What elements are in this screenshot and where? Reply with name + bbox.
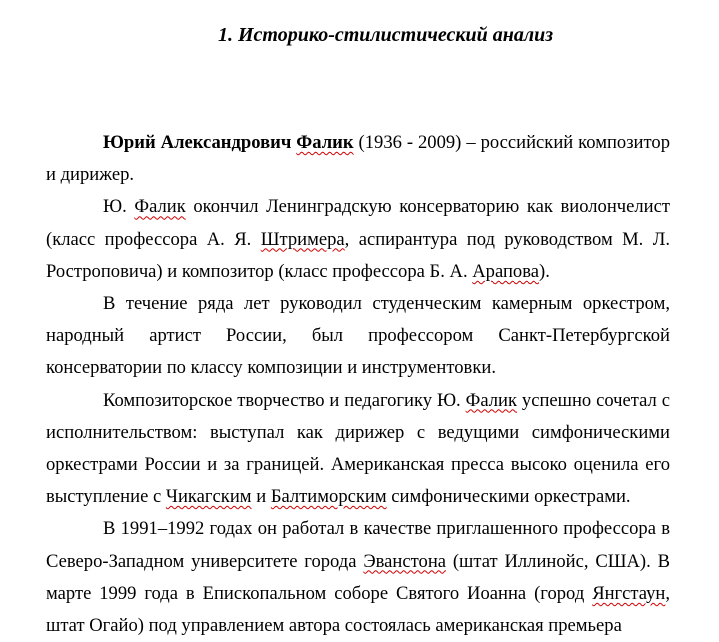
- spellcheck-word[interactable]: Штримера: [260, 228, 345, 250]
- section-heading: 1. Историко-стилистический анализ: [217, 24, 554, 46]
- paragraph-text: Композиторское творчество и педагогику Ю.: [103, 389, 466, 411]
- paragraph-text: симфоническими оркестрами.: [386, 486, 631, 508]
- paragraph-text: Ю.: [103, 196, 135, 218]
- spellcheck-word[interactable]: Арапова: [472, 260, 540, 282]
- spellcheck-word[interactable]: Фалик: [465, 389, 517, 411]
- paragraph-text: окончил Ленинградскую консерваторию как виолончелист (класс профессора А. Я.: [46, 196, 670, 250]
- document-body: [46, 127, 670, 642]
- paragraph-text: В 1991–1992 годах он работал в качестве приглашенного профессора в Северо-Западном университете города: [46, 518, 670, 572]
- paragraph-3: [46, 288, 670, 385]
- spellcheck-word[interactable]: Фалик: [134, 196, 186, 218]
- paragraph-5: [46, 513, 670, 642]
- paragraph-text: (1936 - 2009) – российский композитор и дирижер.: [46, 132, 670, 186]
- paragraph-text: , штат Огайо) под управлением автора состоялась американская премьера: [46, 582, 670, 637]
- paragraph-text: успешно сочетал с исполнительством: выступал как дирижер с ведущими симфоническими оркестрами России и за границей. Американская пресса высоко оценила его выступление с: [46, 389, 670, 508]
- paragraph-text: и: [251, 486, 271, 508]
- paragraph-text: (штат Иллинойс, США). В марте 1999 года в Епископальном соборе Святого Иоанна (город: [46, 550, 671, 604]
- spellcheck-word[interactable]: Фалик: [296, 132, 354, 153]
- spellcheck-word[interactable]: Балтиморским: [270, 486, 387, 508]
- paragraph-text: В течение ряда лет руководил студенческим камерным оркестром, народный артист России, был профессором Санкт-Петербургской консерватории по классу композиции и инструментовки.: [46, 293, 670, 379]
- paragraph-1: [46, 127, 670, 191]
- paragraph-text: ).: [539, 260, 550, 282]
- spellcheck-word[interactable]: Эванстона: [363, 550, 447, 572]
- spellcheck-word[interactable]: Янгстаун: [592, 582, 666, 604]
- paragraph-text: , аспирантура под руководством М. Л. Ростроповича) и композитор (класс профессора Б. А.: [46, 228, 670, 282]
- paragraph-4: [46, 385, 670, 514]
- spellcheck-word[interactable]: Чикагским: [165, 486, 252, 508]
- composer-name: Юрий Александрович: [103, 132, 297, 153]
- paragraph-2: [46, 191, 670, 288]
